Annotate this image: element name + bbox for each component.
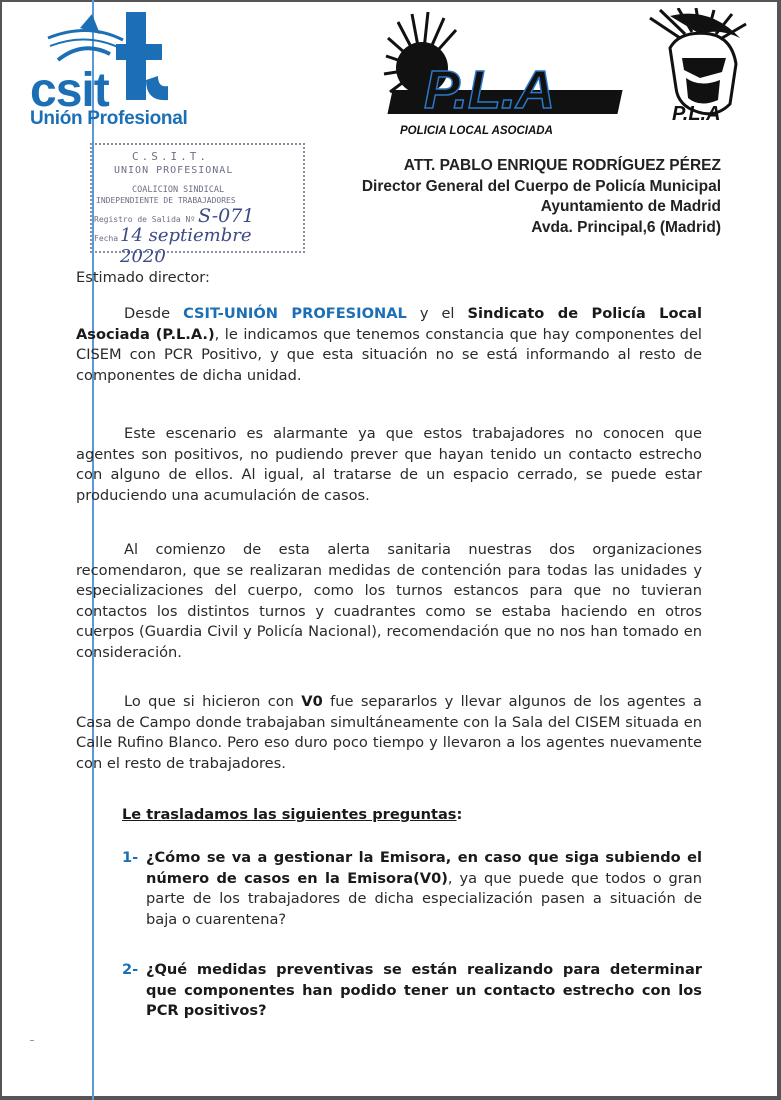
question-2: 2- ¿Qué medidas preventivas se están realizando para determinar que componentes han podido tener un contacto estrecho con los PCR positivos? (122, 961, 702, 1019)
stamp-registro-value: S-071 (198, 205, 255, 227)
addressee-name: ATT. PABLO ENRIQUE RODRÍGUEZ PÉREZ (403, 157, 721, 174)
svg-text:P.L.A: P.L.A (672, 103, 721, 125)
svg-text:POLICIA LOCAL ASOCIADA: POLICIA LOCAL ASOCIADA (400, 125, 553, 137)
v0-label: V0 (301, 693, 323, 710)
addressee-org: Ayuntamiento de Madrid (540, 198, 721, 215)
paragraph-4: Lo que si hicieron con V0 fue separarlos y llevar algunos de los agentes a Casa de Campo donde trabajaban simultáneamente con la Sala del CISEM situada en Calle Rufino Blanco. Pero eso duro poco tiempo y llevaron a los agentes nuevamente con el resto de trabajadores. (76, 693, 702, 772)
addressee-block (362, 156, 721, 238)
page-mark (30, 1040, 34, 1041)
org-pla: Sindicato de Policía Local Asociada (P.L.A.) (76, 305, 703, 343)
addressee-address: Avda. Principal,6 (Madrid) (531, 218, 721, 236)
addressee-title: Director General del Cuerpo de Policía Municipal (361, 177, 721, 195)
question-2-number: 2- (122, 961, 139, 978)
question-1: 1- ¿Cómo se va a gestionar la Emisora, en caso que siga subiendo el número de casos en la Emisora(V0), ya que puede que todos o gran parte de los trabajadores de dicha especialización pasen a situación de baja o cuarentena? (122, 849, 702, 928)
stamp-fecha-label: Fecha (94, 234, 119, 243)
csit-caption: Unión Profesional (30, 108, 188, 129)
stamp-line-1: C.S.I.T. (132, 150, 209, 163)
svg-text:P.L.A: P.L.A (424, 60, 556, 120)
paragraph-3: Al comienzo de esta alerta sanitaria nuestras dos organizaciones recomendaron, que se realizaran medidas de contención para todas las unidades y especializaciones del cuerpo, como los turnos estancos para que no tuvieran contactos los distintos turnos y cuadrantes como se estaba haciendo en otros cuerpos (Guardia Civil y Policía Nacional), recomendación que no nos han tomado en consideración. (76, 541, 702, 661)
stamp-line-3: COALICION SINDICAL (132, 185, 225, 195)
question-1-number: 1- (122, 849, 139, 866)
stamp-registro-label: Registro de Salida Nº (94, 215, 196, 224)
greeting: Estimado director: (76, 269, 210, 286)
paragraph-2: Este escenario es alarmante ya que estos trabajadores no conocen que agentes son positivos, no pudiendo prever que hayan tenido un contacto estrecho con alguno de ellos. Al igual, al tratarse de un espacio cerrado, se puede estar produciendo una acumulación de casos. (76, 425, 702, 504)
stamp-line-2: UNION PROFESIONAL (114, 165, 234, 176)
pla-logo (380, 8, 750, 138)
stamp-fecha-value: 14 septiembre 2020 (120, 225, 252, 267)
svg-text:csit: csit (30, 64, 109, 117)
questions-heading: Le trasladamos las siguientes preguntas: (122, 806, 463, 823)
paragraph-1: Desde CSIT-UNIÓN PROFESIONAL y el Sindicato de Policía Local Asociada (P.L.A.), le indicamos que tenemos constancia que hay componentes del CISEM con PCR Positivo, y que esta situación no se está informando al resto de componentes de dicha unidad. (76, 305, 703, 384)
registration-stamp (90, 143, 305, 267)
stamp-line-4: INDEPENDIENTE DE TRABAJADORES (96, 196, 236, 205)
org-csit: CSIT-UNIÓN PROFESIONAL (183, 305, 407, 322)
